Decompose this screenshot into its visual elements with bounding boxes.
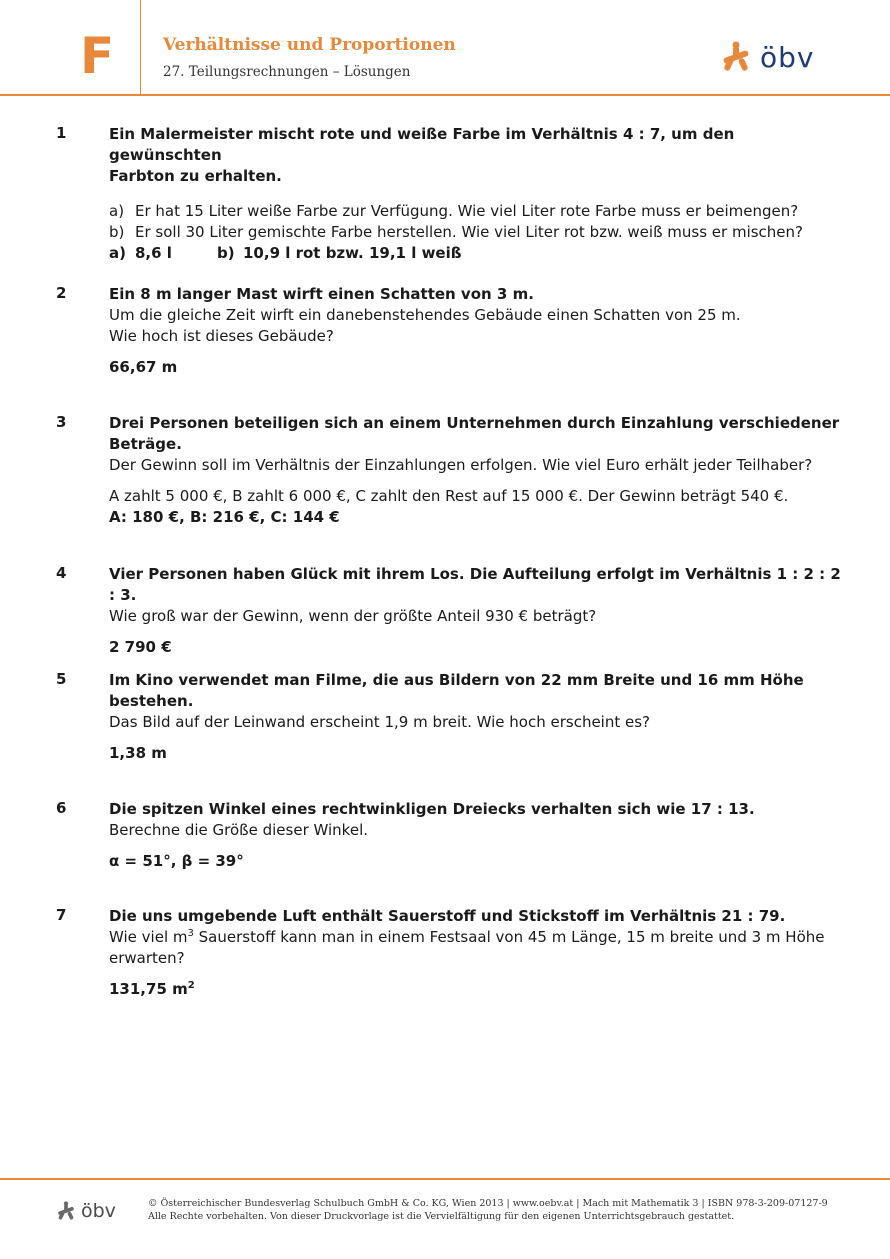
task-text: Wie hoch ist dieses Gebäude? [109, 327, 334, 345]
subtask-label: a) [109, 202, 125, 220]
section-letter: F [80, 27, 115, 85]
task-answer [109, 243, 849, 264]
task-question-cont: Farbton zu erhalten. [109, 167, 282, 185]
task-question-cont: Beträge. [109, 435, 182, 453]
task-text: Das Bild auf der Leinwand erscheint 1,9 m breit. Wie hoch erscheint es? [109, 713, 651, 731]
answer-value: 10,9 l rot bzw. 19,1 l weiß [243, 244, 462, 262]
task-question: Drei Personen beteiligen sich an einem Unternehmen durch Einzahlung verschiedener [109, 414, 840, 432]
task-question: Im Kino verwendet man Filme, die aus Bildern von 22 mm Breite und 16 mm Höhe [109, 671, 804, 689]
task-text: erwarten? [109, 949, 185, 967]
task-number: 3 [56, 413, 67, 431]
asterisk-logo-icon [720, 41, 752, 73]
task-number: 2 [56, 284, 67, 302]
task-text: Der Gewinn soll im Verhältnis der Einzahlungen erfolgen. Wie viel Euro erhält jeder Teilhaber? [109, 456, 813, 474]
header-divider [140, 0, 141, 95]
task-answer: 2 790 € [109, 638, 172, 656]
task-question: Die uns umgebende Luft enthält Sauerstoff und Stickstoff im Verhältnis 21 : 79. [109, 907, 786, 925]
task-answer: 66,67 m [109, 358, 178, 376]
task-question: Ein 8 m langer Mast wirft einen Schatten von 3 m. [109, 285, 534, 303]
task-question: Vier Personen haben Glück mit ihrem Los. Die Aufteilung erfolgt im Verhältnis 1 : 2 : 2 : 3. [109, 565, 841, 604]
answer-value: 8,6 l [135, 244, 172, 262]
task-text: Wie viel $m^3$ Sauerstoff kann man in einem Festsaal von 45 m Länge, 15 m breite und 3 m Höhe [109, 928, 825, 946]
task-answer: A: 180 €, B: 216 €, C: 144 € [109, 508, 340, 526]
subtask-text: Er hat 15 Liter weiße Farbe zur Verfügung. Wie viel Liter rote Farbe muss er beimengen? [135, 202, 799, 220]
task-text: A zahlt 5 000 €, B zahlt 6 000 €, C zahlt den Rest auf 15 000 €. Der Gewinn beträgt 540 €. [109, 487, 789, 505]
page-subtitle: 27. Teilungsrechnungen – Lösungen [163, 64, 411, 80]
task-question-cont: bestehen. [109, 692, 194, 710]
copyright-notice [148, 1197, 828, 1223]
answer-label: a) [109, 244, 126, 262]
footer-rule [0, 1178, 890, 1180]
subtask-text: Er soll 30 Liter gemischte Farbe herstellen. Wie viel Liter rot bzw. weiß muss er mischen? [135, 223, 804, 241]
subtask-a [109, 201, 849, 222]
rights-line: Alle Rechte vorbehalten. Von dieser Druckvorlage ist die Vervielfältigung für den eigenen Unterrichtsgebrauch gestattet. [148, 1211, 735, 1222]
answer-label: b) [217, 244, 235, 262]
task-question: Die spitzen Winkel eines rechtwinkligen Dreiecks verhalten sich wie 17 : 13. [109, 800, 755, 818]
footer-logo [56, 1200, 116, 1222]
header-rule [0, 94, 890, 96]
task-text: Wie groß war der Gewinn, wenn der größte Anteil 930 € beträgt? [109, 607, 597, 625]
logo-text: öbv [760, 40, 815, 74]
task-text: Berechne die Größe dieser Winkel. [109, 821, 368, 839]
publisher-logo [720, 40, 814, 74]
subtask-b [109, 222, 849, 243]
task-number: 4 [56, 564, 67, 582]
task-number: 5 [56, 670, 67, 688]
asterisk-logo-icon [56, 1201, 76, 1221]
page-title: Verhältnisse und Proportionen [163, 35, 456, 55]
task-text: Um die gleiche Zeit wirft ein danebenstehendes Gebäude einen Schatten von 25 m. [109, 306, 741, 324]
task-number: 1 [56, 124, 67, 142]
page-header [0, 0, 890, 95]
subtask-label: b) [109, 223, 125, 241]
task-answer: 1,38 m [109, 744, 167, 762]
task-number: 6 [56, 799, 67, 817]
task-number: 7 [56, 906, 67, 924]
task-question: Ein Malermeister mischt rote und weiße Farbe im Verhältnis 4 : 7, um den gewünschten [109, 125, 735, 164]
task-answer: α = 51°, β = 39° [109, 852, 244, 870]
task-answer: 131,75 $m^2$ [109, 980, 195, 998]
footer-logo-text: öbv [81, 1200, 116, 1222]
copyright-line: © Österreichischer Bundesverlag Schulbuch GmbH & Co. KG, Wien 2013 | www.oebv.at | Mach mit Mathematik 3 | ISBN 978-3-209-07127-9 [148, 1198, 828, 1209]
